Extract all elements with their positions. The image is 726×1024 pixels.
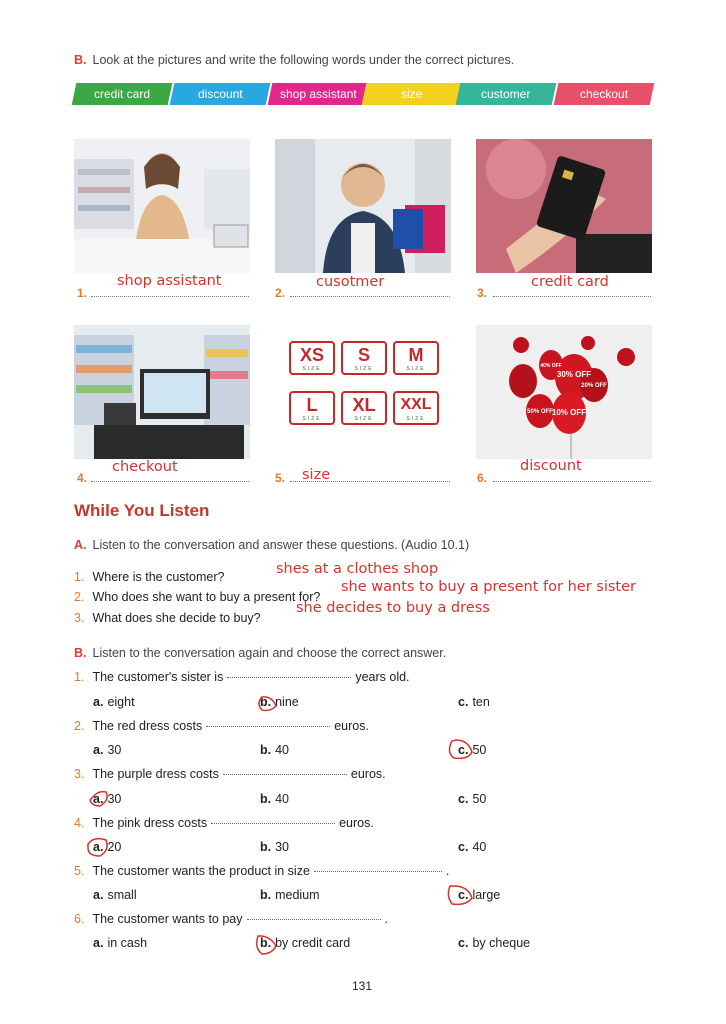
discount-balloons-photo [476,325,652,459]
option-c[interactable]: c. large [458,888,501,902]
section-b2-instruction: B. Listen to the conversation again and choose the correct answer. [74,646,447,660]
option-c[interactable]: c. by cheque [458,936,531,950]
balloon-label: 10% OFF [551,408,587,417]
question-2: 2. Who does she want to buy a present for? [74,590,321,604]
picture-number: 4. [77,471,88,485]
handwritten-answer: she decides to buy a dress [296,600,490,616]
question-1: 1. Where is the customer? [74,570,225,584]
option-b[interactable]: b. by credit card [260,936,351,950]
word-chip-size: size [362,83,463,105]
option-a[interactable]: a. eight [93,695,135,709]
section-letter: B. [74,53,87,67]
option-c[interactable]: c. 40 [458,840,487,854]
option-b[interactable]: b. 40 [260,743,290,757]
handwritten-answer: credit card [531,274,609,290]
shop-assistant-photo [74,139,250,273]
option-c[interactable]: c. 50 [458,792,487,806]
size-tag: S SIZE [341,341,387,375]
handwritten-answer: shop assistant [117,273,222,289]
size-tag: XS SIZE [289,341,335,375]
option-a[interactable]: a. 20 [93,840,122,854]
mc-question-3: 3. The purple dress costs euros. [74,767,386,781]
picture-number: 3. [477,286,488,300]
section-b-instruction [74,53,514,67]
size-tag: L SIZE [289,391,335,425]
handwritten-answer: she wants to buy a present for her sister [341,579,636,595]
question-3: 3. What does she decide to buy? [74,611,261,625]
option-b[interactable]: b. nine [260,695,299,709]
word-chip-checkout: checkout [554,83,655,105]
option-b[interactable]: b. 30 [260,840,290,854]
answer-line [493,296,651,297]
handwritten-answer: checkout [112,459,178,475]
word-chip-shop-assistant: shop assistant [268,83,369,105]
size-tags-illustration [275,325,451,459]
instruction-text: Look at the pictures and write the following words under the correct pictures. [92,53,515,67]
word-chip-credit-card: credit card [72,83,173,105]
answer-line [91,481,249,482]
balloon-label: 40% OFF [540,363,562,369]
mc-question-2: 2. The red dress costs euros. [74,719,369,733]
size-tag: XL SIZE [341,391,387,425]
option-a[interactable]: a. in cash [93,936,148,950]
credit-card-photo [476,139,652,273]
answer-line [493,481,651,482]
size-tag: M SIZE [393,341,439,375]
option-c[interactable]: c. ten [458,695,490,709]
picture-number: 2. [275,286,286,300]
word-chip-customer: customer [456,83,557,105]
option-b[interactable]: b. medium [260,888,320,902]
size-tag: XXL SIZE [393,391,439,425]
mc-question-1: 1. The customer's sister is years old. [74,670,410,684]
balloon-label: 20% OFF [581,383,607,389]
customer-photo [275,139,451,273]
option-a[interactable]: a. 30 [93,792,122,806]
balloon-label: 30% OFF [556,370,592,379]
handwritten-answer: cusotmer [316,274,385,290]
handwritten-answer: discount [520,458,582,474]
picture-number: 5. [275,471,286,485]
handwritten-answer: size [302,467,331,483]
checkout-photo [74,325,250,459]
handwritten-answer: shes at a clothes shop [276,561,439,577]
mc-question-4: 4. The pink dress costs euros. [74,816,374,830]
mc-question-6: 6. The customer wants to pay . [74,912,388,926]
picture-number: 1. [77,286,88,300]
picture-number: 6. [477,471,488,485]
answer-line [91,296,249,297]
section-a-instruction: A. Listen to the conversation and answer these questions. (Audio 10.1) [74,538,470,552]
option-a[interactable]: a. small [93,888,137,902]
option-a[interactable]: a. 30 [93,743,122,757]
option-b[interactable]: b. 40 [260,792,290,806]
section-heading: While You Listen [74,501,210,520]
balloon-label: 50% OFF [527,409,553,415]
word-chip-discount: discount [170,83,271,105]
page-number: 131 [352,979,373,993]
answer-line [290,296,450,297]
mc-question-5: 5. The customer wants the product in size . [74,864,450,878]
word-bank [74,83,652,105]
option-c[interactable]: c. 50 [458,743,487,757]
